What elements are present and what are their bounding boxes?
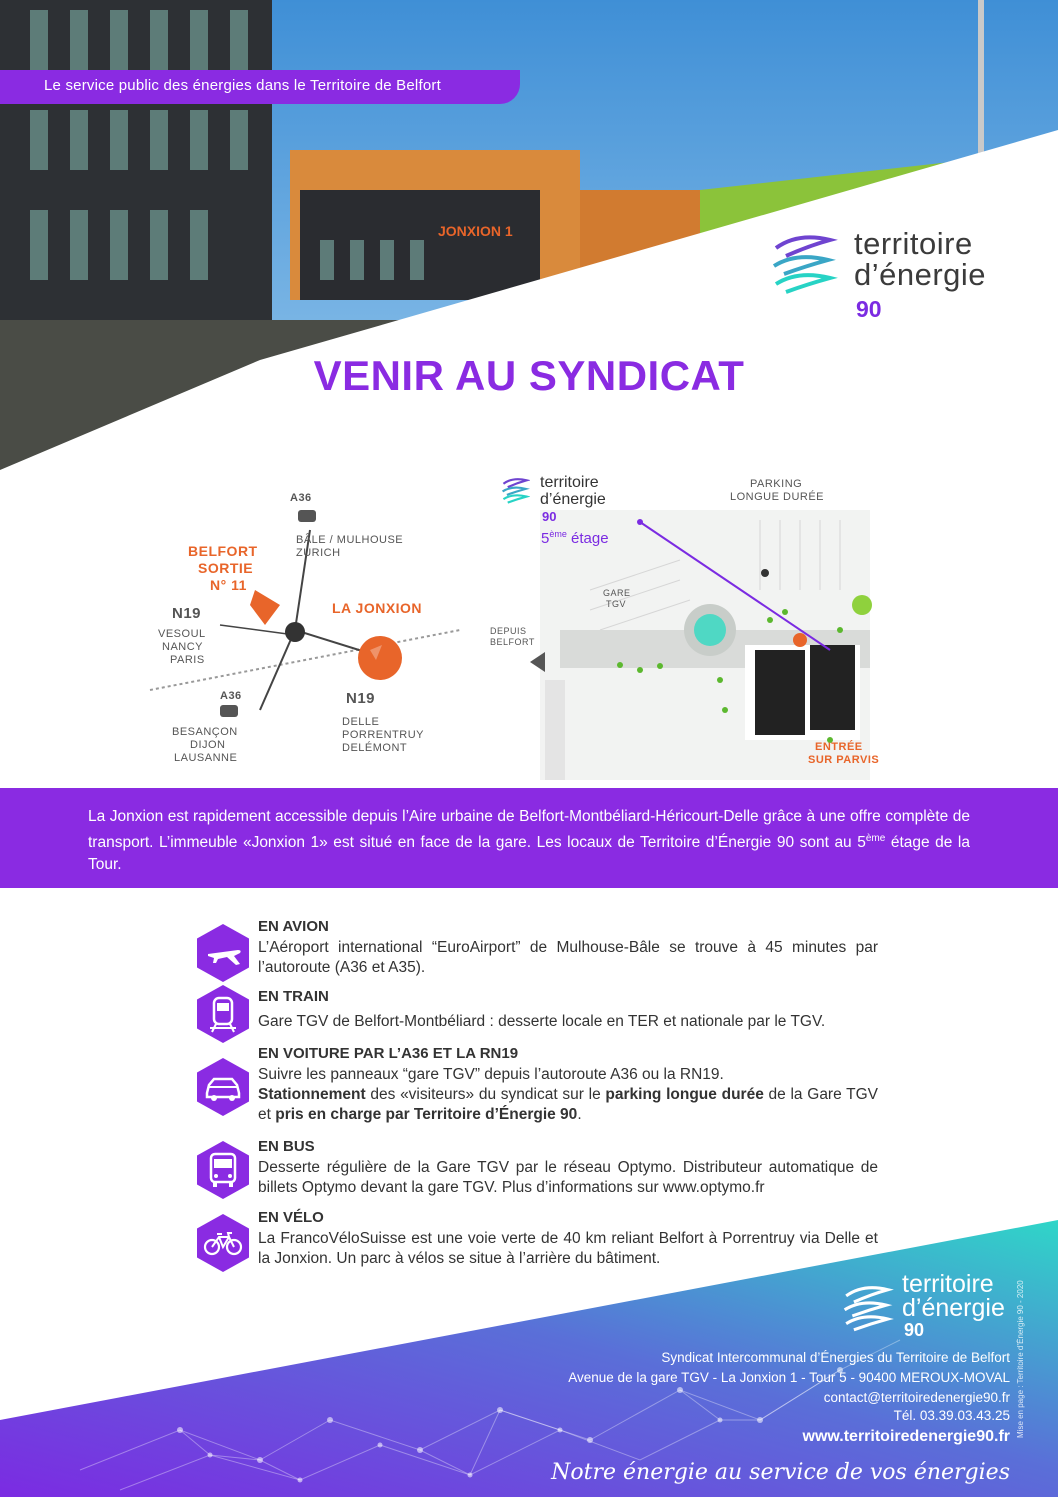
tagline: Le service public des énergies dans le Territoire de Belfort (44, 77, 441, 94)
transport-text: La FrancoVéloSuisse est une voie verte de 40 km reliant Belfort à Porrentruy via Delle et la Jonxion. Un parc à vélos se situe à l’arrière du bâtiment. (258, 1230, 878, 1267)
logo-number: 90 (856, 296, 882, 322)
footer-wave-logo-icon (840, 1282, 894, 1336)
logo-line1: territoire (854, 226, 973, 261)
map-depuis-line2: BELFORT (490, 637, 535, 647)
transport-title: EN VOITURE PAR L’A36 ET LA RN19 (258, 1045, 519, 1062)
footer-logo-number: 90 (904, 1320, 925, 1340)
transport-title: EN TRAIN (258, 988, 329, 1005)
car-line1: Suivre les panneaux “gare TGV” depuis l’autoroute A36 ou la RN19. (258, 1066, 724, 1083)
transport-title: EN VÉLO (258, 1209, 324, 1226)
footer-org: Syndicat Intercommunal d’Énergies du Territoire de Belfort (661, 1350, 1010, 1365)
map-parking-line1: PARKING (750, 478, 803, 490)
footer-website[interactable]: www.territoiredenergie90.fr (802, 1428, 1010, 1445)
building-sign: JONXION 1 (438, 223, 513, 239)
map-n19-left: N19 (172, 605, 202, 622)
map-sortie: SORTIE (198, 560, 254, 576)
map-depuis-line1: DEPUIS (490, 626, 527, 636)
transport-text: Desserte régulière de la Gare TGV par le réseau Optymo. Distributeur automatique de billets Optymo devant la gare TGV. Plus d’informations sur www.optymo.fr (258, 1159, 878, 1196)
map-lausanne: LAUSANNE (174, 752, 238, 764)
footer-phone: Tél. 03.39.03.43.25 (893, 1408, 1010, 1423)
map-jonxion: LA JONXION (332, 600, 423, 616)
footer-logo-line2: d’énergie (902, 1294, 1005, 1322)
map-floor-number: 5 (541, 530, 550, 547)
map-delle: DELLE (342, 716, 380, 728)
map-entree-line2: SUR PARVIS (808, 754, 880, 766)
footer-email[interactable]: contact@territoiredenergie90.fr (823, 1390, 1010, 1405)
transport-title: EN BUS (258, 1138, 315, 1155)
map-logo-line1: territoire (540, 474, 599, 491)
map-paris: PARIS (170, 654, 205, 666)
car-icon (196, 1057, 250, 1117)
logo-line2: d’énergie (854, 257, 987, 292)
map-wave-logo-icon (500, 476, 530, 506)
intro-part2: étage de la Tour. (88, 834, 970, 874)
map-a36-bottom: A36 (220, 690, 242, 702)
wave-logo-icon (768, 230, 838, 300)
intro-part1: La Jonxion est rapidement accessible depuis l’Aire urbaine de Belfort-Montbéliard-Héricourt-Delle grâce à une offre complète de transport. L’immeuble «Jonxion 1» est situé en face de la gare. Les locaux de Territoire d’Énergie 90 sont au 5 (88, 808, 970, 852)
map-vesoul: VESOUL (158, 628, 206, 640)
map-dijon: DIJON (190, 739, 226, 751)
transport-item-train (196, 990, 886, 1050)
map-floor-word: étage (571, 530, 609, 547)
map-basel: BÂLE / MULHOUSE (296, 534, 404, 546)
page-title: VENIR AU SYNDICAT (313, 352, 745, 399)
map-logo-number: 90 (542, 509, 557, 524)
car-bold1: Stationnement (258, 1086, 366, 1103)
transport-item-car (196, 1047, 886, 1127)
intro-band (0, 788, 1058, 888)
intro-sup: ème (865, 833, 886, 844)
car-bold2: parking longue durée (605, 1086, 764, 1103)
transport-text (258, 1065, 878, 1125)
car-text2: de la Gare TGV et (258, 1086, 879, 1123)
plane-icon (196, 923, 250, 983)
car-bold3: pris en charge par Territoire d’Énergie 90 (275, 1106, 578, 1123)
footer-vertical-note: Mise en page : Territoire d’Énergie 90 - 2020 (1016, 1280, 1025, 1438)
map-entree-line1: ENTRÉE (815, 741, 863, 753)
map-belfort: BELFORT (188, 543, 258, 559)
transport-item-plane (196, 920, 886, 984)
intro-text (88, 806, 970, 876)
transport-text: L’Aéroport international “EuroAirport” de Mulhouse-Bâle se trouve à 45 minutes par l’autoroute (A36 et A35). (258, 939, 878, 976)
car-text1: des «visiteurs» du syndicat sur le (365, 1086, 606, 1103)
map-gare-line1: GARE (603, 588, 631, 598)
transport-item-bus (196, 1140, 886, 1204)
footer-slogan: Notre énergie au service de vos énergies (551, 1460, 1010, 1485)
map-zurich: ZURICH (296, 547, 341, 559)
map-gare-line2: TGV (606, 599, 627, 609)
train-icon (196, 984, 250, 1044)
map-n19-bottom: N19 (346, 690, 376, 707)
map-delemont: DELÉMONT (342, 742, 408, 754)
map-parking-line2: LONGUE DURÉE (730, 491, 825, 503)
map-porrentruy: PORRENTRUY (342, 729, 425, 741)
car-text3: . (577, 1106, 582, 1123)
map-sortie-number: N° 11 (210, 577, 247, 593)
map-logo-line2: d’énergie (540, 491, 606, 508)
map-besancon: BESANÇON (172, 726, 238, 738)
access-map (0, 440, 1058, 785)
footer-logo-line1: territoire (902, 1270, 994, 1298)
map-floor-label (541, 529, 609, 547)
transport-title: EN AVION (258, 918, 329, 935)
map-a36-top: A36 (290, 492, 312, 504)
logo (768, 226, 1018, 326)
map-nancy: NANCY (162, 641, 204, 653)
transport-text: Gare TGV de Belfort-Montbéliard : desserte locale en TER et nationale par le TGV. (258, 1013, 826, 1030)
bus-icon (196, 1140, 250, 1200)
footer-address: Avenue de la gare TGV - La Jonxion 1 - Tour 5 - 90400 MEROUX-MOVAL (568, 1370, 1010, 1385)
map-floor-sup: ème (549, 529, 567, 539)
